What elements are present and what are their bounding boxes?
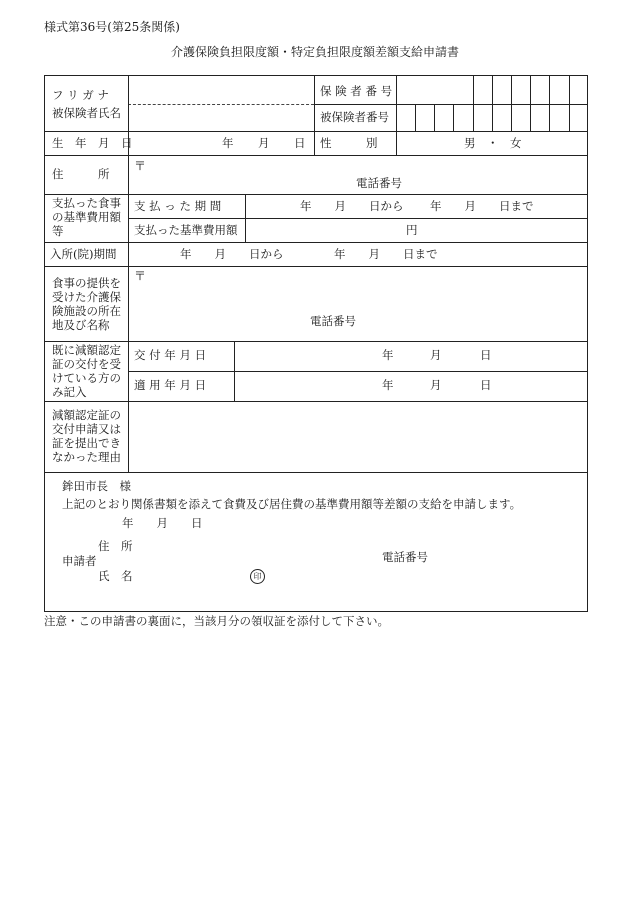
- admission-period-label: 入所(院)期間: [50, 247, 117, 261]
- issue-year-unit: 年: [382, 348, 394, 362]
- furigana-divider: [128, 104, 314, 105]
- applicant-address-label: 住 所: [98, 539, 133, 553]
- furigana-label: フ リ ガ ナ: [52, 88, 109, 102]
- apply-day-unit: 日: [480, 378, 492, 392]
- facility-postal-mark: 〒: [134, 269, 147, 283]
- column-divider: [396, 75, 397, 155]
- form-number: 様式第36号(第25条関係): [44, 20, 180, 34]
- digit-box-divider: [453, 104, 454, 131]
- row-divider: [128, 371, 588, 372]
- digit-box-divider: [569, 75, 570, 104]
- row-divider: [44, 472, 588, 473]
- birth-date-label: 生 年 月 日: [52, 136, 133, 150]
- apply-year-unit: 年: [382, 378, 394, 392]
- reduction-label: 既に減額認定証の交付を受けている方のみ記入: [52, 343, 121, 399]
- column-divider: [314, 75, 315, 155]
- seal-icon: 印: [250, 569, 265, 584]
- column-divider: [234, 341, 235, 401]
- applicant-name-label: 氏 名: [98, 569, 133, 583]
- applicant-phone-label: 電話番号: [382, 550, 428, 564]
- meal-cost-label: 支払った食事の基準費用額等: [52, 196, 121, 238]
- postal-mark: 〒: [134, 159, 147, 173]
- digit-box-divider: [530, 104, 531, 131]
- digit-box-divider: [549, 75, 550, 104]
- row-divider: [44, 194, 588, 195]
- row-divider: [44, 341, 588, 342]
- admission-period-from: 年 月 日から: [180, 247, 284, 261]
- insured-name-label: 被保険者氏名: [52, 106, 121, 120]
- digit-box-divider: [473, 104, 474, 131]
- birth-month-unit: 月: [258, 136, 270, 150]
- facility-phone-label: 電話番号: [310, 314, 356, 328]
- page-title: 介護保険負担限度額・特定負担限度額差額支給申請書: [170, 45, 459, 59]
- birth-year-unit: 年: [222, 136, 234, 150]
- address-label: 住 所: [52, 167, 110, 181]
- digit-box-divider: [530, 75, 531, 104]
- paid-period-to: 年 月 日まで: [430, 199, 534, 213]
- row-divider: [44, 131, 588, 132]
- addressee: 鉾田市長 様: [62, 479, 131, 493]
- insurer-number-label: 保 険 者 番 号: [320, 84, 393, 98]
- paid-standard-amount-label: 支払った基準費用額: [134, 223, 238, 237]
- row-divider: [314, 104, 588, 105]
- address-phone-label: 電話番号: [356, 176, 402, 190]
- digit-box-divider: [549, 104, 550, 131]
- application-statement: 上記のとおり関係書類を添えて食費及び居住費の基準費用額等差額の支給を申請します。: [62, 497, 522, 511]
- admission-period-to: 年 月 日まで: [334, 247, 438, 261]
- digit-box-divider: [473, 75, 474, 104]
- digit-box-divider: [434, 104, 435, 131]
- row-divider: [44, 242, 588, 243]
- reason-label: 減額認定証の交付申請又は証を提出できなかった理由: [52, 408, 121, 464]
- row-divider: [128, 218, 588, 219]
- footer-note: 注意・この申請書の裏面に，当該月分の領収証を添付して下さい。: [44, 614, 389, 628]
- digit-box-divider: [511, 104, 512, 131]
- apply-month-unit: 月: [430, 378, 442, 392]
- row-divider: [44, 401, 588, 402]
- yen-unit: 円: [406, 223, 418, 237]
- column-divider: [245, 194, 246, 242]
- label-column-divider: [128, 75, 129, 472]
- digit-box-divider: [511, 75, 512, 104]
- issue-day-unit: 日: [480, 348, 492, 362]
- insured-number-label: 被保険者番号: [320, 110, 389, 124]
- digit-box-divider: [569, 104, 570, 131]
- birth-day-unit: 日: [294, 136, 306, 150]
- apply-date-label: 適 用 年 月 日: [134, 378, 207, 392]
- application-date: 年 月 日: [122, 516, 203, 530]
- paid-period-from: 年 月 日から: [300, 199, 404, 213]
- row-divider: [44, 155, 588, 156]
- digit-box-divider: [492, 75, 493, 104]
- digit-box-divider: [415, 104, 416, 131]
- issue-month-unit: 月: [430, 348, 442, 362]
- issue-date-label: 交 付 年 月 日: [134, 348, 207, 362]
- digit-box-divider: [492, 104, 493, 131]
- gender-options: 男 ・ 女: [464, 136, 522, 150]
- facility-label: 食事の提供を受けた介護保険施設の所在地及び名称: [52, 276, 121, 332]
- paid-period-label: 支 払 っ た 期 間: [134, 199, 222, 213]
- row-divider: [44, 266, 588, 267]
- gender-label: 性 別: [320, 136, 378, 150]
- applicant-label: 申請者: [62, 554, 97, 568]
